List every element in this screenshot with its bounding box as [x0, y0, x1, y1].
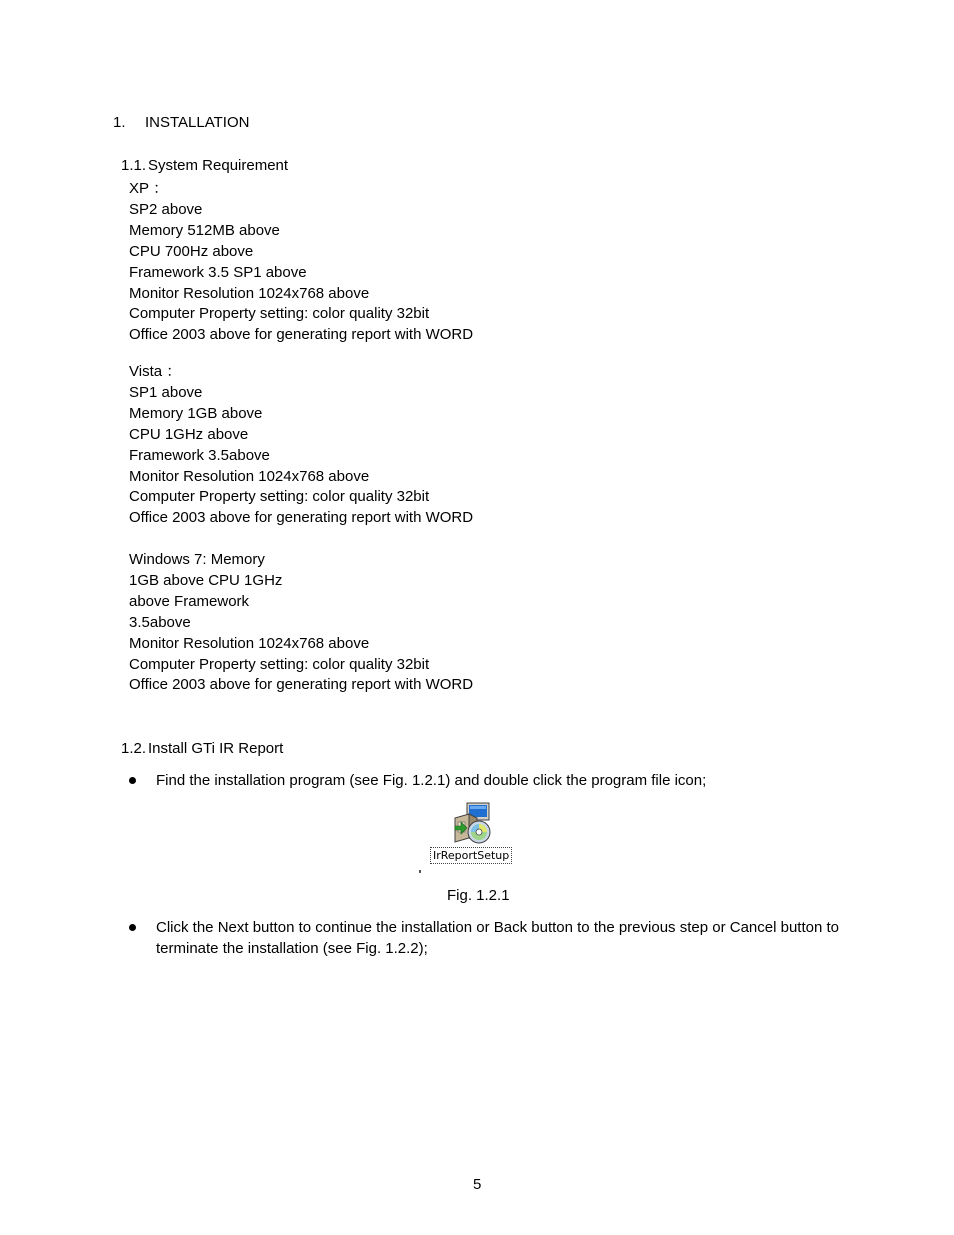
bullet-item: [129, 770, 839, 791]
page-number: 5: [473, 1176, 482, 1193]
req-line: Office 2003 above for generating report with WORD: [129, 676, 474, 694]
subsection-number: 1.2.: [121, 740, 147, 757]
subsection-number: 1.1.: [121, 157, 147, 174]
req-line: SP2 above: [129, 200, 203, 218]
req-line: Monitor Resolution 1024x768 above: [129, 284, 370, 302]
setup-program-file[interactable]: [428, 802, 520, 872]
bullet-icon: [129, 924, 136, 931]
req-line: Memory 512MB above: [129, 221, 280, 239]
bullet-text: Find the installation program (see Fig. 1.2.1) and double click the program file icon;: [156, 772, 707, 789]
section-title: INSTALLATION: [145, 114, 250, 131]
req-line: CPU 700Hz above: [129, 242, 254, 260]
req-line: CPU 1GHz above: [129, 425, 249, 443]
subsection-heading-install: [121, 738, 283, 759]
req-line: Computer Property setting: color quality 32bit: [129, 305, 430, 323]
req-line: SP1 above: [129, 383, 203, 401]
req-line: XP ：: [129, 180, 169, 197]
req-line: Computer Property setting: color quality 32bit: [129, 488, 430, 506]
req-line: Windows 7: Memory: [129, 551, 265, 568]
requirements-vista: [129, 362, 473, 529]
setup-file-label: IrReportSetup: [430, 847, 512, 864]
subsection-title: System Requirement: [148, 157, 289, 174]
req-line: Monitor Resolution 1024x768 above: [129, 634, 370, 652]
req-line: above Framework: [129, 592, 250, 610]
figure-mark: [419, 870, 421, 873]
req-line: Monitor Resolution 1024x768 above: [129, 467, 370, 485]
section-number: 1.: [113, 114, 126, 131]
req-line: Memory 1GB above: [129, 404, 263, 422]
req-line: Office 2003 above for generating report with WORD: [129, 509, 474, 527]
subsection-title: Install GTi IR Report: [148, 740, 284, 757]
req-line: Framework 3.5 SP1 above: [129, 263, 307, 281]
req-line: Computer Property setting: color quality 32bit: [129, 655, 430, 673]
installer-icon: [453, 802, 495, 846]
bullet-item: [129, 917, 839, 959]
req-line: Office 2003 above for generating report with WORD: [129, 326, 474, 344]
req-line: Vista ：: [129, 363, 182, 380]
requirements-xp: [129, 179, 473, 346]
req-line: Framework 3.5above: [129, 446, 270, 464]
req-line: 1GB above CPU 1GHz: [129, 571, 283, 589]
bullet-icon: [129, 777, 136, 784]
requirements-windows7: [129, 550, 473, 696]
subsection-heading-system-requirement: [121, 155, 288, 176]
bullet-text: Click the Next button to continue the installation or Back button to the previous step or Cancel button to terminate the installation (see Fig. 1.2.2);: [156, 919, 839, 957]
figure-caption: Fig. 1.2.1: [447, 887, 510, 904]
req-line: 3.5above: [129, 613, 191, 631]
